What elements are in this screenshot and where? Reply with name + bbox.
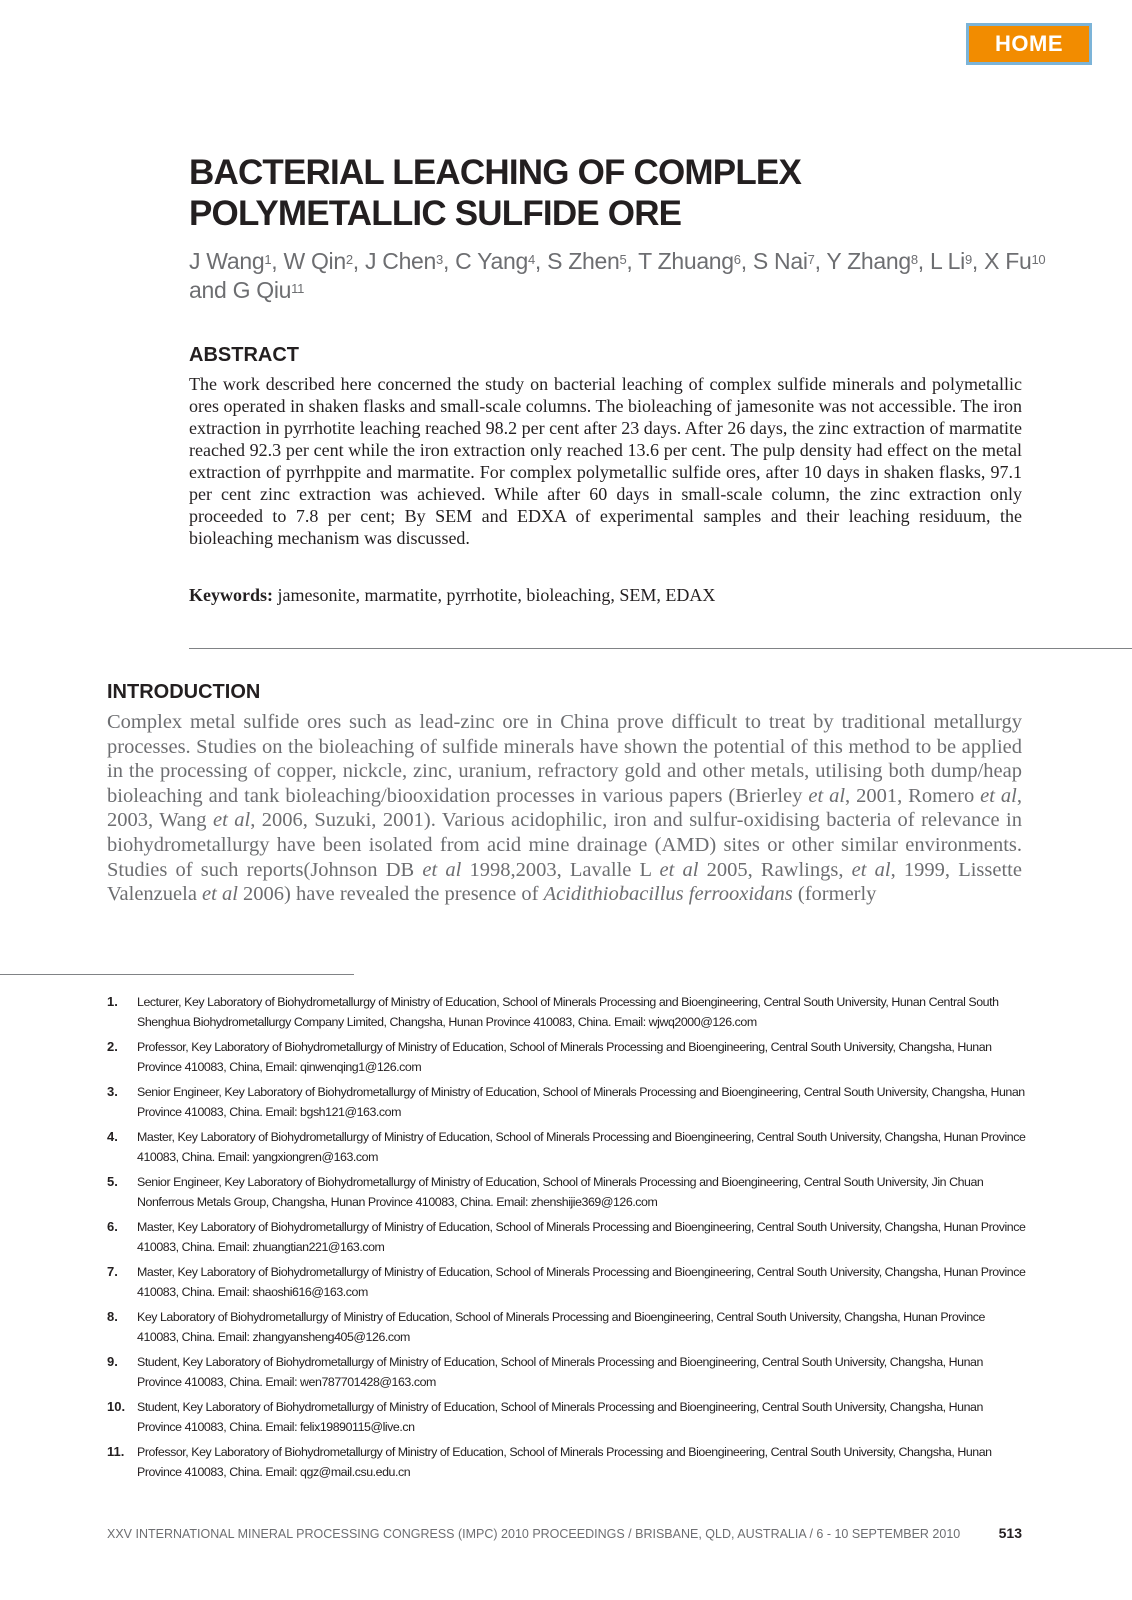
footnote-number: 10.	[107, 1399, 126, 1414]
footnote-text: Master, Key Laboratory of Biohydrometallurgy of Ministry of Education, School of Minerals Processing and Bioengineering, Central South University, Changsha, Hunan Province 410083, China. Email: yangxiongren@163.com	[137, 1130, 1026, 1164]
author-affiliation-mark: 7	[807, 252, 815, 267]
author-name: L Li	[929, 248, 965, 274]
keywords-label: Keywords:	[189, 585, 273, 605]
footnote-number: 8.	[107, 1309, 118, 1324]
author-separator: ,	[352, 248, 365, 274]
author-separator: ,	[442, 248, 456, 274]
abstract-heading: ABSTRACT	[189, 344, 299, 366]
intro-italic-segment: et al	[422, 858, 462, 881]
home-button[interactable]: HOME	[966, 23, 1092, 65]
footnote-number: 4.	[107, 1129, 118, 1144]
footnote-number: 9.	[107, 1354, 118, 1369]
author-list	[189, 247, 1049, 305]
footnote-list	[107, 992, 1027, 1487]
author-affiliation-mark: 6	[733, 252, 741, 267]
footnote-text: Senior Engineer, Key Laboratory of Biohydrometallurgy of Ministry of Education, School of Minerals Processing and Bioengineering, Central South University, Jin Chuan Nonferrous Metals Group, Changsha, Hunan Province 410083, China. Email: zhenshijie369@126.com	[137, 1175, 984, 1209]
footnote	[107, 1262, 1027, 1299]
footnote	[107, 992, 1027, 1029]
intro-italic-segment: Acidithiobacillus ferrooxidans	[543, 883, 793, 906]
author-separator: ,	[740, 248, 753, 274]
intro-italic-segment: et al	[659, 858, 699, 881]
author-affiliation-mark: 8	[910, 252, 918, 267]
intro-italic-segment: et al	[808, 784, 846, 807]
footnote-text: Key Laboratory of Biohydrometallurgy of Ministry of Education, School of Minerals Processing and Bioengineering, Central South University, Changsha, Hunan Province 410083, China. Email: zhangyansheng405@126.com	[137, 1310, 985, 1344]
author-affiliation-mark: 4	[527, 252, 535, 267]
author-name: T Zhuang	[638, 248, 734, 274]
footnote-number: 11.	[107, 1444, 125, 1459]
author-affiliation-mark: 2	[345, 252, 353, 267]
footnote-number: 7.	[107, 1264, 118, 1279]
author-name: Y Zhang	[826, 248, 911, 274]
footnote	[107, 1352, 1027, 1389]
intro-segment: , 2003, Wang	[107, 784, 1022, 832]
author-name: C Yang	[455, 248, 528, 274]
author-affiliation-mark: 9	[964, 252, 972, 267]
author-affiliation-mark: 11	[291, 281, 305, 296]
intro-segment: , 2001, Romero	[845, 784, 981, 807]
footnote-text: Lecturer, Key Laboratory of Biohydrometallurgy of Ministry of Education, School of Minerals Processing and Bioengineering, Central South University, Hunan Central South Shenghua Biohydrometallurgy Company Limited, Changsha, Hunan Province 410083, China. Email: wjwq2000@126.com	[137, 995, 999, 1029]
footnote-text: Student, Key Laboratory of Biohydrometallurgy of Ministry of Education, School of Minerals Processing and Bioengineering, Central South University, Changsha, Hunan Province 410083, China. Email: wen787701428@163.com	[137, 1355, 983, 1389]
author-name: X Fu	[984, 248, 1032, 274]
author-affiliation-mark: 10	[1031, 252, 1046, 267]
keywords	[189, 584, 1022, 606]
intro-italic-segment: et al	[212, 809, 251, 832]
footnote-number: 5.	[107, 1174, 118, 1189]
author-name: J Chen	[364, 248, 437, 274]
author-separator: ,	[917, 248, 930, 274]
author-separator: ,	[626, 248, 639, 274]
footnote-text: Student, Key Laboratory of Biohydrometallurgy of Ministry of Education, School of Minerals Processing and Bioengineering, Central South University, Changsha, Hunan Province 410083, China. Email: felix19890115@live.cn	[137, 1400, 983, 1434]
footnote	[107, 1172, 1027, 1209]
intro-segment: 2005, Rawlings,	[698, 858, 852, 881]
intro-segment: (formerly	[792, 883, 877, 906]
author-name: G Qiu	[232, 277, 292, 303]
keywords-list: jamesonite, marmatite, pyrrhotite, bioleaching, SEM, EDAX	[277, 585, 716, 605]
section-divider	[189, 648, 1132, 649]
author-affiliation-mark: 3	[436, 252, 443, 267]
author-name: W Qin	[283, 248, 346, 274]
footnote	[107, 1127, 1027, 1164]
footnote-number: 3.	[107, 1084, 118, 1099]
page-number: 513	[998, 1525, 1022, 1541]
footnote	[107, 1307, 1027, 1344]
intro-segment: , 1999, Lissette Valenzuela	[107, 858, 1022, 906]
footnote	[107, 1397, 1027, 1434]
abstract-text: The work described here concerned the study on bacterial leaching of complex sulfide minerals and polymetallic ores operated in shaken flasks and small-scale columns. The bioleaching of jamesonite was not accessible. The iron extraction in pyrrhotite leaching reached 98.2 per cent after 23 days. After 26 days, the zinc extraction of marmatite reached 92.3 per cent while the iron extraction only reached 13.6 per cent. The pulp density had effect on the metal extraction of pyrrhppite and marmatite. For complex polymetallic sulfide ores, after 10 days in shaken flasks, 97.1 per cent zinc extraction was achieved. While after 60 days in small-scale column, the zinc extraction only proceeded to 7.8 per cent; By SEM and EDXA of experimental samples and their leaching residuum, the bioleaching mechanism was discussed.	[189, 374, 1022, 548]
footnote-divider	[0, 974, 354, 975]
footnote-text: Master, Key Laboratory of Biohydrometallurgy of Ministry of Education, School of Minerals Processing and Bioengineering, Central South University, Changsha, Hunan Province 410083, China. Email: zhuangtian221@163.com	[137, 1220, 1026, 1254]
author-separator: ,	[971, 248, 985, 274]
author-affiliation-mark: 1	[264, 252, 272, 267]
intro-italic-segment: et al	[980, 784, 1017, 807]
footnote-text: Professor, Key Laboratory of Biohydrometallurgy of Ministry of Education, School of Minerals Processing and Bioengineering, Central South University, Changsha, Hunan Province 410083, China, Email: qinwenqing1@126.com	[137, 1040, 992, 1074]
author-affiliation-mark: 5	[619, 252, 627, 267]
footnote	[107, 1442, 1027, 1479]
intro-segment: 1998,2003, Lavalle L	[461, 858, 660, 881]
intro-segment: , 2006, Suzuki, 2001). Various acidophilic, iron and sulfur-oxidising bacteria of relevance in biohydrometallurgy have been isolated from acid mine drainage (AMD) sites or other similar environments. Studies of such reports(Johnson DB	[107, 809, 1022, 881]
footnote-number: 1.	[107, 994, 118, 1009]
intro-italic-segment: et al	[851, 858, 891, 881]
paper-title: BACTERIAL LEACHING OF COMPLEX POLYMETALLIC SULFIDE ORE	[189, 153, 801, 233]
introduction-text	[107, 710, 1022, 907]
footnote	[107, 1217, 1027, 1254]
footnote-number: 6.	[107, 1219, 118, 1234]
footnote	[107, 1037, 1027, 1074]
intro-segment: Complex metal sulfide ores such as lead-zinc ore in China prove difficult to treat by traditional metallurgy processes. Studies on the bioleaching of sulfide minerals have shown the potential of this method to be applied in the processing of copper, nickcle, zinc, uranium, refractory gold and other metals, utilising both dump/heap bioleaching and tank bioleaching/biooxidation processes in various papers (Brierley	[107, 711, 1022, 807]
footnote	[107, 1082, 1027, 1119]
author-separator: and	[189, 277, 233, 303]
author-separator: ,	[814, 248, 827, 274]
footnote-text: Professor, Key Laboratory of Biohydrometallurgy of Ministry of Education, School of Minerals Processing and Bioengineering, Central South University, Changsha, Hunan Province 410083, China. Email: qgz@mail.csu.edu.cn	[137, 1445, 992, 1479]
footnote-text: Master, Key Laboratory of Biohydrometallurgy of Ministry of Education, School of Minerals Processing and Bioengineering, Central South University, Changsha, Hunan Province 410083, China. Email: shaoshi616@163.com	[137, 1265, 1026, 1299]
footnote-text: Senior Engineer, Key Laboratory of Biohydrometallurgy of Ministry of Education, School of Minerals Processing and Bioengineering, Central South University, Changsha, Hunan Province 410083, China. Email: bgsh121@163.com	[137, 1085, 1025, 1119]
author-separator: ,	[271, 248, 284, 274]
page-footer	[107, 1525, 1022, 1541]
conference-footer: XXV INTERNATIONAL MINERAL PROCESSING CONGRESS (IMPC) 2010 PROCEEDINGS / BRISBANE, QLD, AUSTRALIA / 6 - 10 SEPTEMBER 2010	[107, 1527, 961, 1541]
intro-segment: 2006) have revealed the presence of	[237, 883, 544, 906]
author-name: S Zhen	[547, 248, 620, 274]
intro-italic-segment: et al	[202, 883, 238, 906]
author-name: J Wang	[189, 248, 265, 274]
author-name: S Nai	[752, 248, 808, 274]
introduction-heading: INTRODUCTION	[107, 681, 261, 703]
footnote-number: 2.	[107, 1039, 118, 1054]
author-separator: ,	[534, 248, 548, 274]
